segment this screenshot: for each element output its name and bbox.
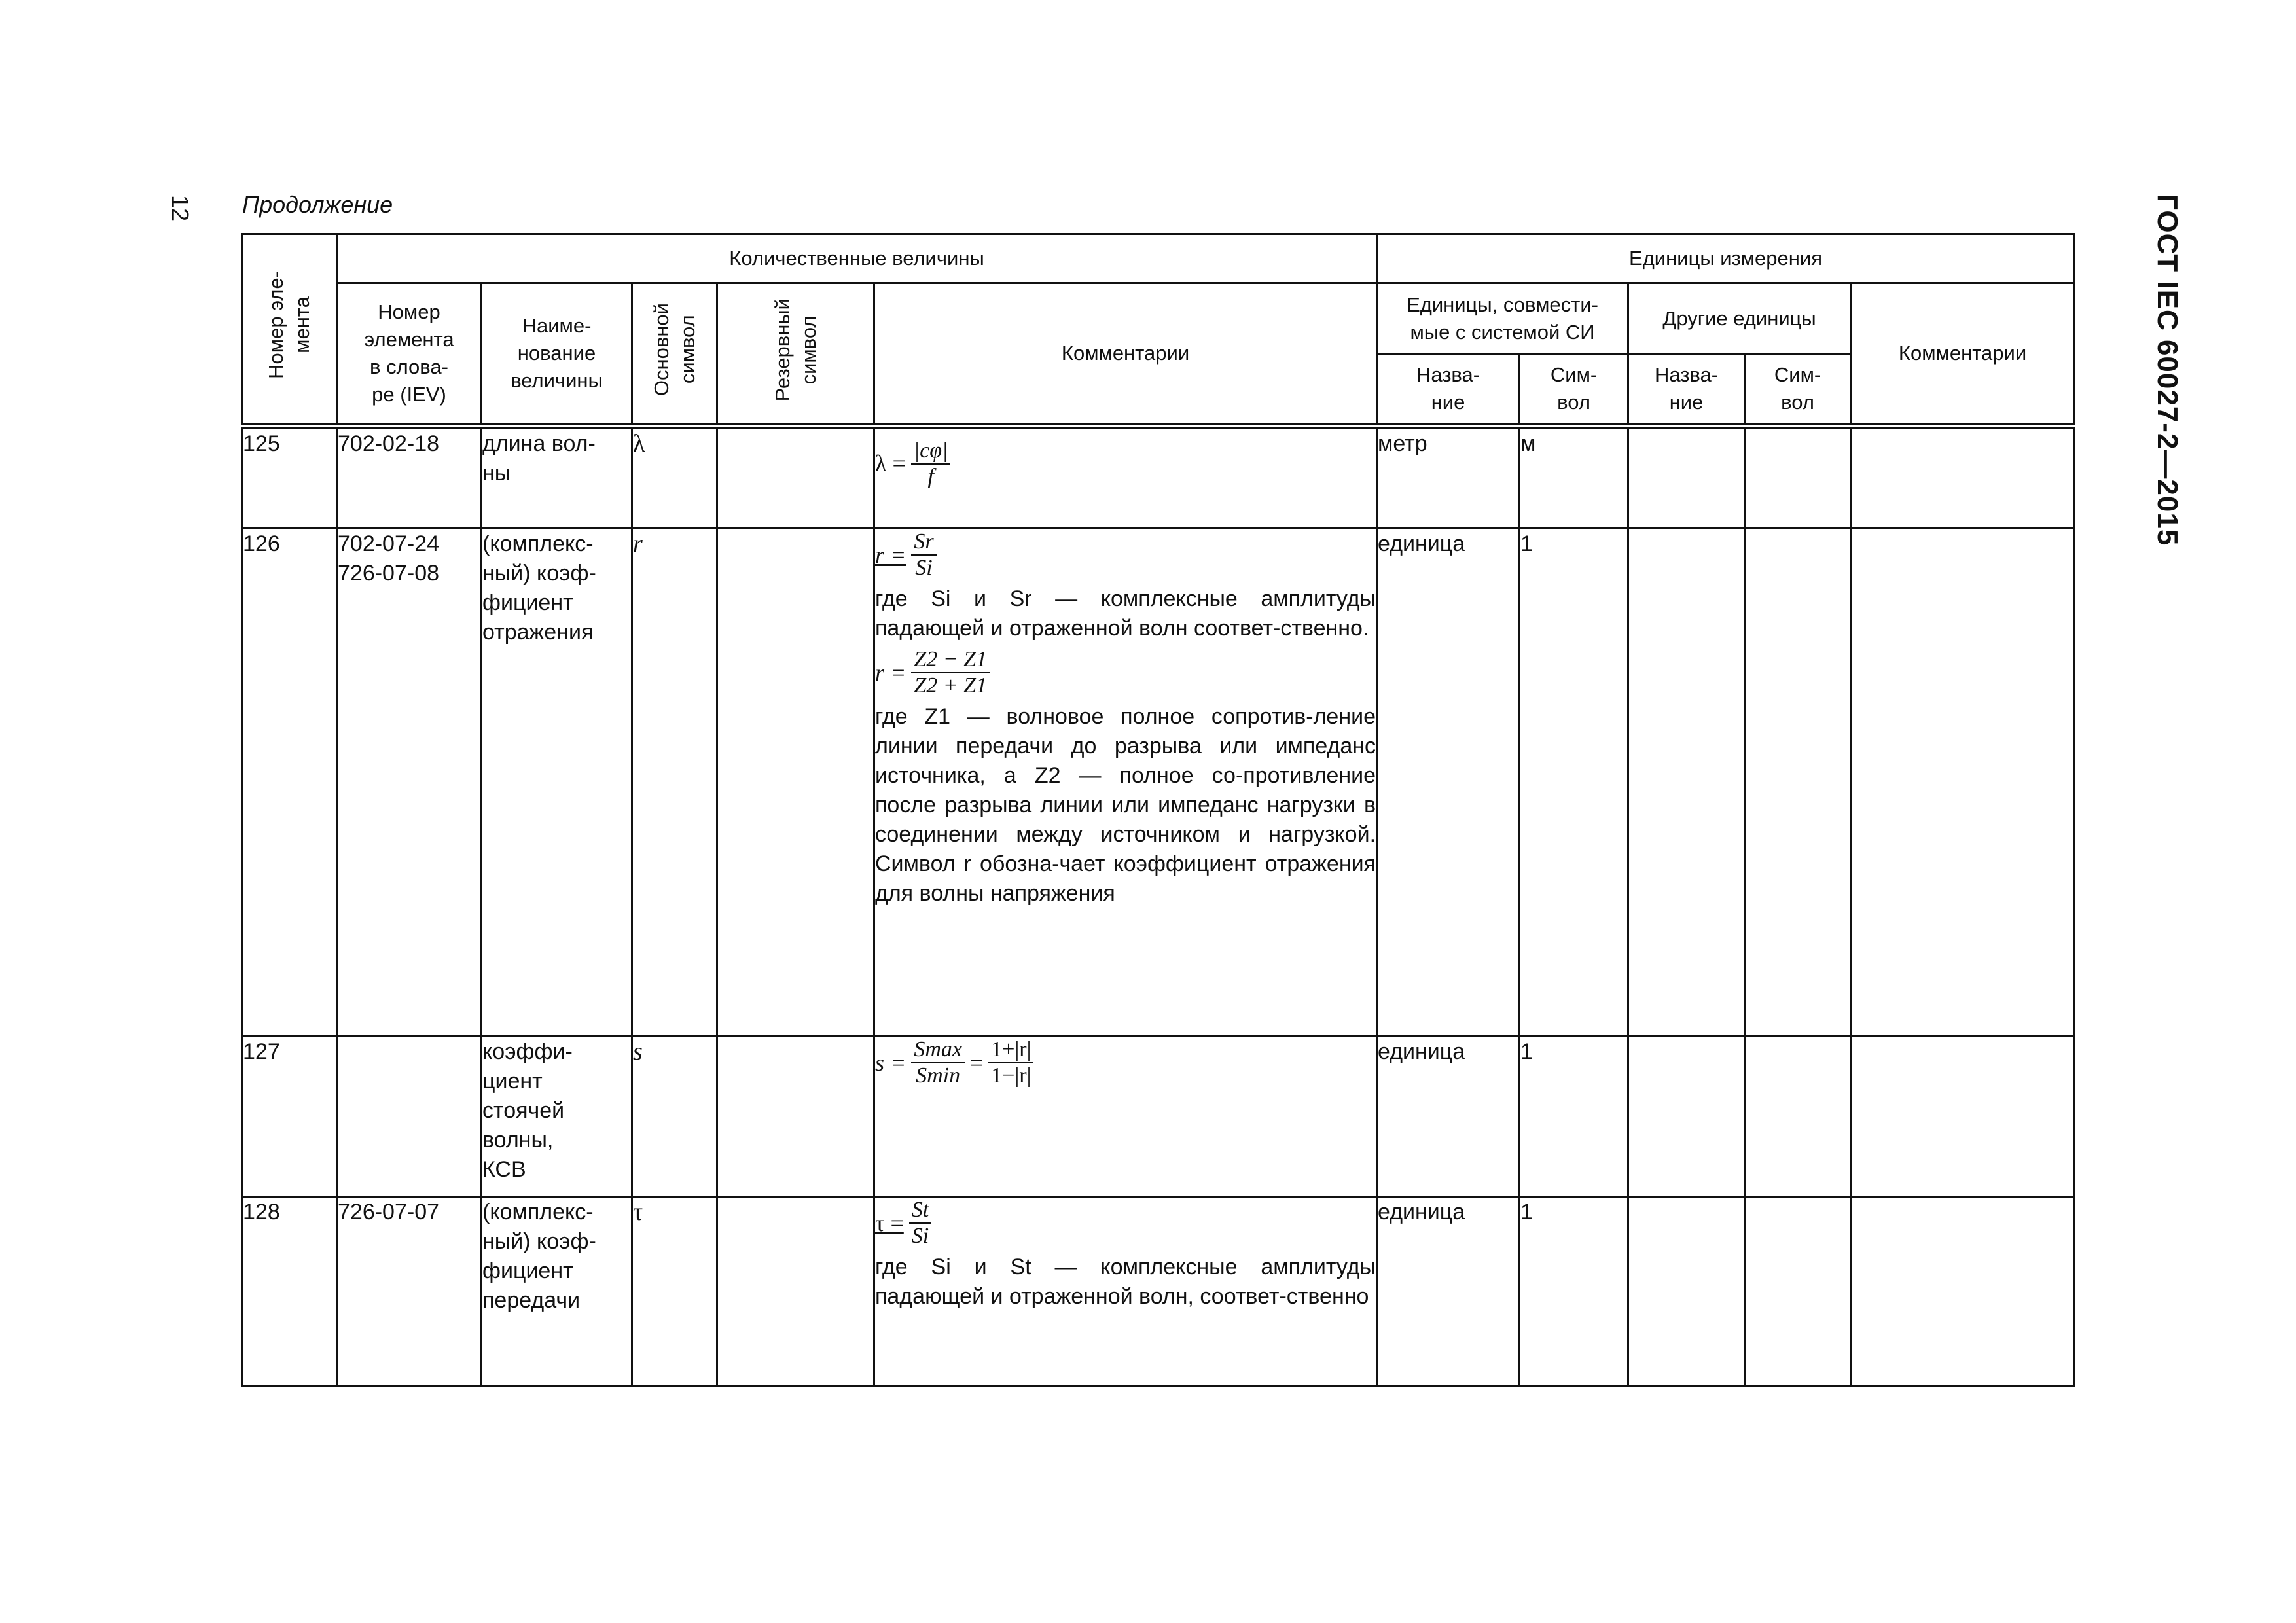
- header-other-symbol: Сим- вол: [1745, 354, 1851, 426]
- header-quantity-name: Наиме- нование величины: [482, 283, 632, 426]
- header-other-units: Другие единицы: [1628, 283, 1851, 354]
- row-symbol: s: [632, 1037, 717, 1197]
- formula-denominator: f: [927, 464, 934, 489]
- row-symbol: τ: [632, 1197, 717, 1386]
- formula-denominator: Z2 + Z1: [914, 673, 988, 698]
- row-number: 126: [242, 529, 337, 1037]
- formula-equals: =: [969, 1049, 984, 1076]
- formula-lhs: r =: [875, 541, 906, 568]
- header-si-name: Назва- ние: [1377, 354, 1520, 426]
- row-reserve-symbol: [717, 426, 874, 529]
- formula-denominator: Si: [915, 556, 933, 580]
- row-number: 128: [242, 1197, 337, 1386]
- row-name: (комплекс- ный) коэф- фициент передачи: [482, 1197, 632, 1386]
- row-unit-symbol: 1: [1520, 529, 1628, 1037]
- header-main-symbol: Основной символ: [632, 283, 717, 426]
- formula-numerator: |cφ|: [911, 438, 951, 465]
- row-reserve-symbol: [717, 529, 874, 1037]
- header-si-symbol: Сим- вол: [1520, 354, 1628, 426]
- row-reserve-symbol: [717, 1037, 874, 1197]
- header-reserve-symbol: Резервный символ: [717, 283, 874, 426]
- row-name: длина вол- ны: [482, 426, 632, 529]
- formula-lhs: τ =: [875, 1209, 904, 1236]
- continuation-label: Продолжение: [242, 191, 393, 218]
- header-units: Единицы измерения: [1377, 234, 2075, 283]
- formula-numerator: Sr: [911, 529, 936, 556]
- table-row: [242, 426, 2075, 529]
- row-name: (комплекс- ный) коэф- фициент отражения: [482, 529, 632, 1037]
- table-row: [242, 529, 2075, 1037]
- row-comment: [874, 1197, 1377, 1386]
- row-comment: [874, 1037, 1377, 1197]
- header-unit-comments: Комментарии: [1851, 283, 2075, 426]
- row-unit-symbol: 1: [1520, 1197, 1628, 1386]
- table-row: [242, 1197, 2075, 1386]
- header-si-units: Единицы, совмести- мые с системой СИ: [1377, 283, 1628, 354]
- row-iev: [337, 1037, 482, 1197]
- comment-text: где Z1 — волновое полное сопротив-ление линии передачи до разрыва или импеданс источника, а Z2 — полное со-противление после разрыва линии или импеданс нагрузки в соединении между источником и нагрузкой. Символ r обозна-чает коэффициент отражения для волны напряжения: [875, 704, 1376, 906]
- row-iev: 726-07-07: [337, 1197, 482, 1386]
- formula-lhs: s =: [875, 1049, 906, 1076]
- comment-text: где Si и St — комплексные амплитуды падающей и отраженной волн, соответ-ственно: [875, 1255, 1376, 1309]
- page-number: 12: [167, 195, 194, 222]
- row-comment: [874, 529, 1377, 1037]
- row-unit-symbol: 1: [1520, 1037, 1628, 1197]
- formula-numerator: Z2 − Z1: [911, 647, 990, 673]
- formula-denominator: Smin: [916, 1063, 961, 1088]
- row-iev: 702-02-18: [337, 426, 482, 529]
- formula-lhs: λ =: [875, 450, 906, 476]
- document-code: ГОСТ IEC 60027-2—2015: [2151, 194, 2183, 546]
- formula-denominator: 1−|r|: [991, 1063, 1031, 1088]
- header-other-name: Назва- ние: [1628, 354, 1745, 426]
- formula-lhs: r =: [875, 659, 906, 686]
- row-number: 127: [242, 1037, 337, 1197]
- header-quantities: Количественные величины: [337, 234, 1377, 283]
- row-name: коэффи- циент стоячей волны, КСВ: [482, 1037, 632, 1197]
- row-unit-name: единица: [1377, 1197, 1520, 1386]
- formula-numerator: Smax: [911, 1037, 965, 1063]
- row-unit-name: единица: [1377, 529, 1520, 1037]
- row-number: 125: [242, 426, 337, 529]
- row-iev: 702-07-24 726-07-08: [337, 529, 482, 1037]
- row-unit-symbol: м: [1520, 426, 1628, 529]
- header-iev-no: Номер элемента в слова- ре (IEV): [337, 283, 482, 426]
- comment-text: где Si и Sr — комплексные амплитуды падающей и отраженной волн соответ-ственно.: [875, 586, 1376, 641]
- row-unit-name: метр: [1377, 426, 1520, 529]
- row-comment: [874, 426, 1377, 529]
- row-reserve-symbol: [717, 1197, 874, 1386]
- quantities-table: [241, 233, 2075, 1387]
- header-row-1: [242, 234, 2075, 283]
- row-symbol: λ: [632, 426, 717, 529]
- formula-numerator: St: [909, 1198, 931, 1224]
- header-comments: Комментарии: [874, 283, 1377, 426]
- formula-numerator: 1+|r|: [988, 1037, 1033, 1063]
- formula-denominator: Si: [911, 1224, 929, 1248]
- row-symbol: r: [632, 529, 717, 1037]
- table-row: [242, 1037, 2075, 1197]
- header-row-2: [242, 283, 2075, 354]
- header-element-no: Номер эле- мента: [242, 234, 337, 426]
- row-unit-name: единица: [1377, 1037, 1520, 1197]
